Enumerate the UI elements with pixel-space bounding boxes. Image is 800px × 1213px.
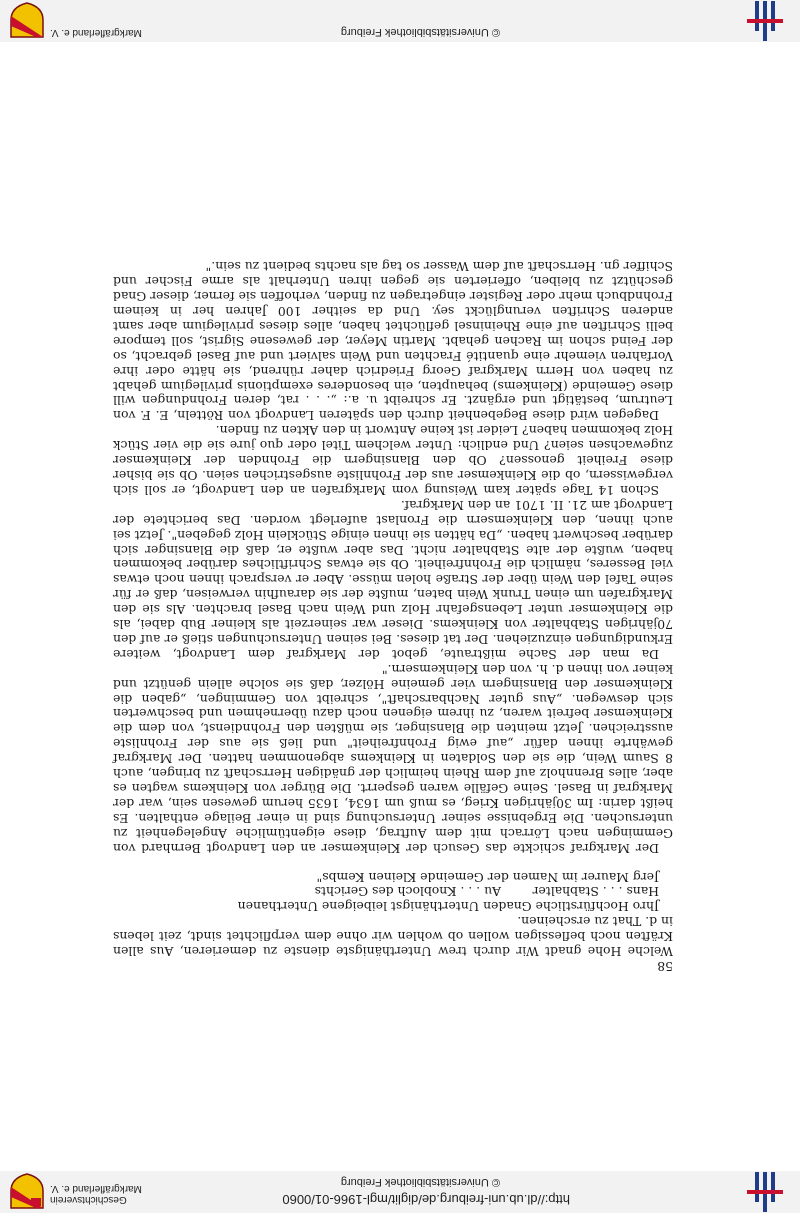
university-library-logo-icon <box>742 1172 788 1212</box>
footer-society-label: Markgräflerland e. V. <box>50 27 142 38</box>
society-label: Geschichtsverein Markgräflerland e. V. <box>50 1183 142 1205</box>
page-number: 58 <box>657 959 673 974</box>
paragraph-gap <box>113 855 673 869</box>
header-bar <box>0 1171 800 1213</box>
document-url-link[interactable]: http://dl.ub.uni-freiburg.de/diglit/mgl-1966-01/0060 <box>282 1192 570 1207</box>
footer-bar <box>0 0 800 42</box>
footer-copyright: © Universitätsbibliothek Freiburg <box>340 26 500 38</box>
signature-line-2: Hans . . . Stabhalter Au . . . Knobloch des Gerichts <box>314 884 659 900</box>
signature-line-1: Jhro Hochfürstliche Gnaden Unterthänigst leibeigene Unterthanen <box>237 899 659 915</box>
body-paragraph-3: Schon 14 Tage später kam Weisung vom Markgrafen an den Landvogt, er soll sich vergewissern, ob die Kleinkemser aus der Frohnliste ausgestrichen seien. Ob sie bisher diese Freiheit genossen? Ob den Blansingern die Frohnden der Kleinkemser zugewachsen seien? Und endlich: Unter welchem Titel oder quo jure sie die vier Stück Holz bekommen haben? Leider ist keine Antwort in den Akten zu finden. <box>113 423 673 498</box>
body-paragraph-1: Der Markgraf schickte das Gesuch der Kleinkemser an den Landvogt Bernhard von Gemmingen nach Lörrach mit dem Auftrag, diese eigentümliche Angelegenheit zu untersuchen. Die Ergebnisse seiner Untersuchung sind in einer Beilage enthalten. Es heißt darin: Im 30jährigen Krieg, es muß um 1634, 1635 herum gewesen sein, war der Markgraf in Basel. Seine Gefälle waren gesperrt. Die Bürger von Kleinkems wagten es aber, alles Brennholz auf dem Rhein heimlich der gnädigen Herrschaft zu bringen, auch 8 Saum Wein, die sie den Soldaten in Kleinkems abgenommen hatten. Der Markgraf gewährte ihnen dafür „auf ewig Frohnfreiheit" und ließ sie aus der Frohnliste ausstreichen. Jetzt meinten die Blansinger, sie müßten den Frohndienst, von dem die Kleinkemser befreit waren, zu ihrem eigenen noch dazu übernehmen und beschwerten sich deswegen. „Aus guter Nachbarschaft", schreibt von Gemmingen, „gaben die Kleinkemser den Blansingern vier gemeine Hölzer, daß sie solche allein genützt und keiner von ihnen d. h. von den Kleinkemsern." <box>113 661 673 856</box>
document-body <box>113 258 673 973</box>
body-paragraph-2: Da man der Sache mißtraute, gebot der Markgraf dem Landvogt, weitere Erkundigungen einzuziehen. Der tat dieses. Bei seinen Untersuchungen stieß er auf den 70jährigen Stabhalter von Kleinkems. Dieser war seinerzeit als kleiner Bub dabei, als die Kleinkemser unter Lebensgefahr Holz und Wein nach Basel brachten. Als sie den Markgrafen um einen Trunk Wein baten, mußte der sie daraufhin verweisen, daß er für seine Tafel den Wein über der Straße holen müsse. Aber er versprach ihnen noch etwas viel Besseres, nämlich die Frohnfreiheit. Ob sie etwas Schriftliches darüber bekommen haben, wußte der alte Stabhalter nicht. Das aber wußte er, daß die Blansinger sich darüber beschwert haben. „Da hätten sie ihnen einige Stücklein Holz gegeben". Jetzt sei auch ihnen, den Kleinkemsern die Fronlast auferlegt worden. Das berichtete der Landvogt am 21. II. 1701 an den Markgraf. <box>113 497 673 662</box>
closing-paragraph: Welche Hohe gnadt Wir durch trew Unterthänigste dienste zu demerieren, Aus allen Kräften noch beflessigen wollen ob wohlen wir ohne dem verpflichtet sindt, zeit lebens in d. That zu erscheinen. <box>113 914 673 960</box>
coat-of-arms-icon <box>8 2 46 40</box>
coat-of-arms-icon <box>8 1173 46 1211</box>
body-paragraph-4: Dagegen wird diese Begebenheit durch den späteren Landvogt von Rötteln, E. F. von Leutrum, bestätigt und ergänzt. Er schreibt u. a.: „. . . rat, deren Frohndungen will diese Gemeinde (Kleinkems) behaupten, ein besonderes exemptionis privilegium gehabt zu haben von Herrn Markgraf Georg Friedrich daher rührend, sie hätte oder ihre Vorfahren viemehr eine quantité Frachten und Wein salviert und auf Basel gebracht, so der Feind schon im Rachen gehabt. Martin Meyer, der gewesene Sigrist, soll tempore belli Schriften auf eine Rheininsel geflüchtet haben, alles dieses privilegium aber samt anderen Schriften verunglückt sey. Und da seither 100 Jahren her in keinem Frohndbuch mehr oder Register eingetragen zu finden, verhoffen sie ferner, dieser Gnad geschützt zu bleiben, offerierten sie gegen ihren Unterhalt als arme Fischer und Schiffer gn. Herrschaft auf dem Wasser so tag als nachts bedient zu sein." <box>113 259 673 424</box>
signature-line-3: Jerg Maurer im Namen der Gemeinde Kleinen Kembs" <box>316 869 659 885</box>
copyright-notice: © Universitätsbibliothek Freiburg <box>340 1176 500 1188</box>
university-library-logo-icon <box>742 1 788 41</box>
